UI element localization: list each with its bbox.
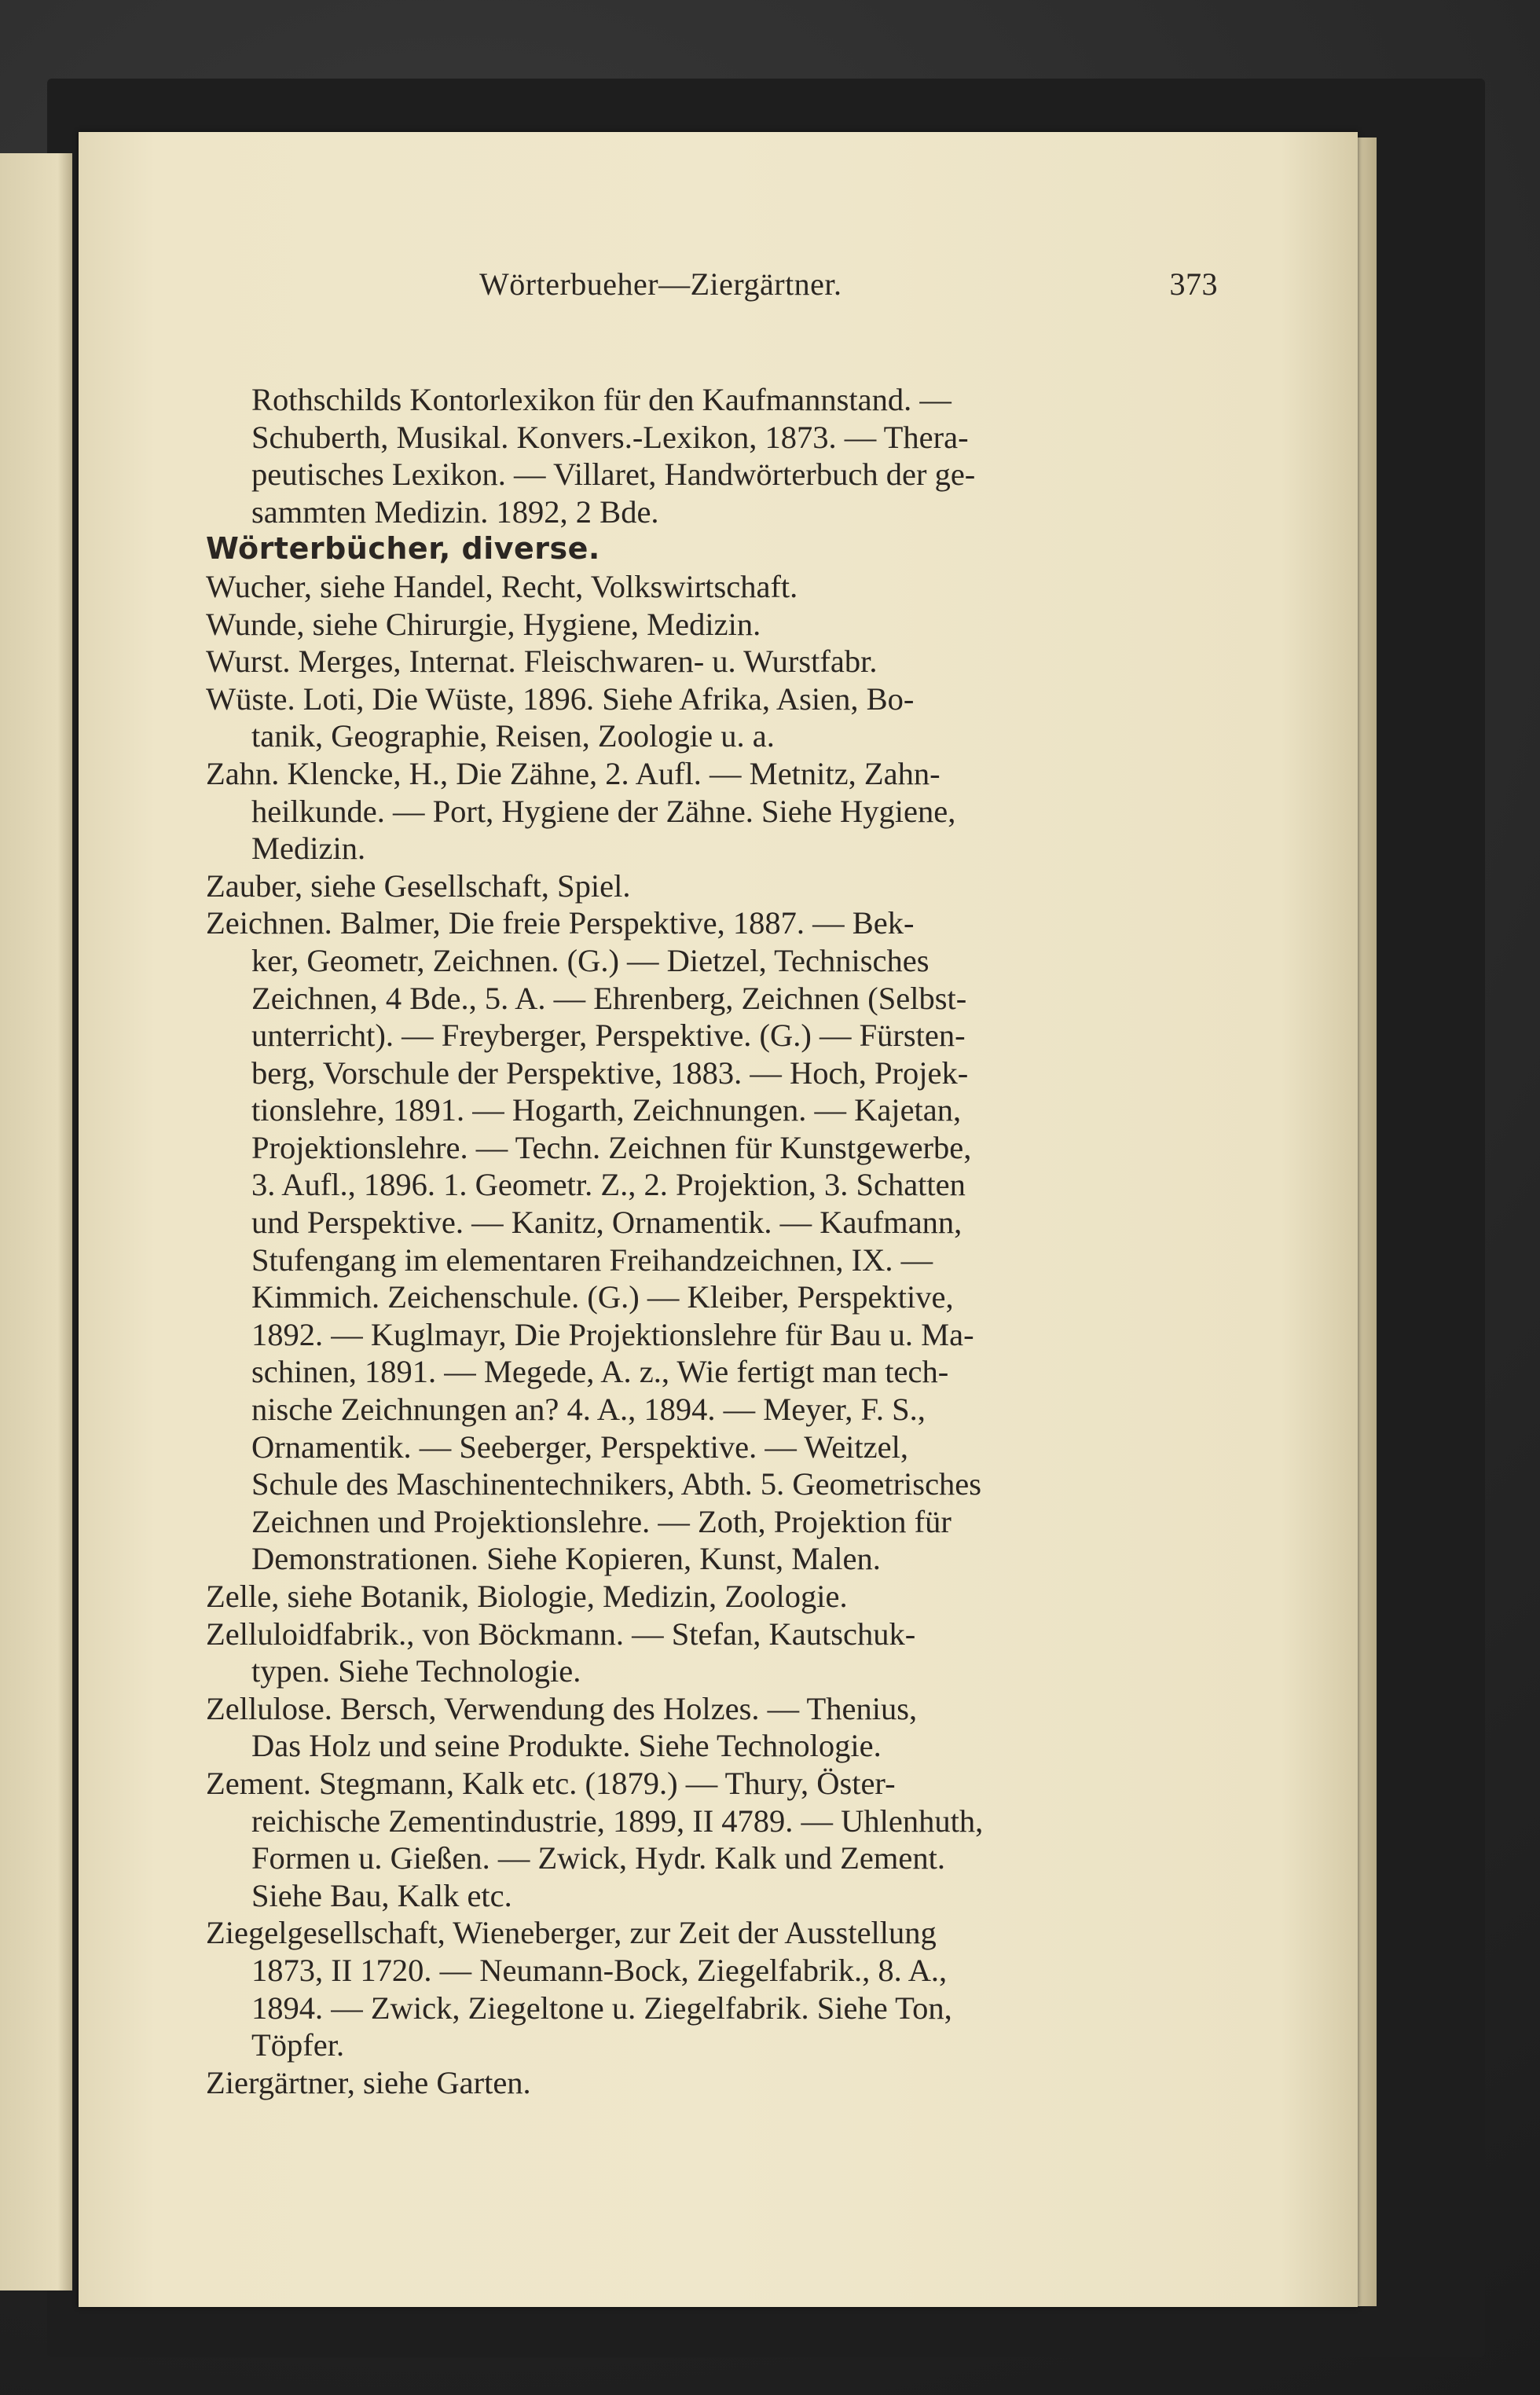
index-entry-line: Ziergärtner, siehe Garten. (206, 2064, 531, 2100)
text-line: Zeichnen, 4 Bde., 5. A. — Ehrenberg, Zeichnen (Selbst- (251, 980, 967, 1016)
text-line: 1873, II 1720. — Neumann-Bock, Ziegelfabrik., 8. A., (251, 1952, 948, 1988)
index-entry-line: Zelle, siehe Botanik, Biologie, Medizin, Zoologie. (206, 1579, 848, 1614)
index-entry-line: Zeichnen. Balmer, Die freie Perspektive, 1887. — Bek- (206, 905, 915, 941)
index-entry-line: Wucher, siehe Handel, Recht, Volkswirtschaft. (206, 568, 798, 604)
text-line: tanik, Geographie, Reisen, Zoologie u. a. (251, 718, 775, 754)
index-entry-line: Wurst. Merges, Internat. Fleischwaren- u. Wurstfabr. (206, 644, 878, 680)
text-line: peutisches Lexikon. — Villaret, Handwörterbuch der ge- (251, 457, 976, 493)
text-line: tionslehre, 1891. — Hogarth, Zeichnungen. — Kajetan, (251, 1092, 962, 1128)
text-line: schinen, 1891. — Megede, A. z., Wie fertigt man tech- (251, 1354, 949, 1390)
text-line: nische Zeichnungen an? 4. A., 1894. — Meyer, F. S., (251, 1392, 926, 1428)
index-entry-line: Zahn. Klencke, H., Die Zähne, 2. Aufl. — Metnitz, Zahn- (206, 755, 940, 791)
page-stack-edge (1358, 138, 1377, 2306)
text-line: Töpfer. (251, 2027, 345, 2063)
text-line: reichische Zementindustrie, 1899, II 4789. — Uhlenhuth, (251, 1803, 984, 1839)
index-entry-line: Wunde, siehe Chirurgie, Hygiene, Medizin. (206, 606, 761, 642)
text-line: Schuberth, Musikal. Konvers.-Lexikon, 1873. — Thera- (251, 419, 969, 455)
text-line: heilkunde. — Port, Hygiene der Zähne. Siehe Hygiene, (251, 793, 956, 829)
text-line: Das Holz und seine Produkte. Siehe Technologie. (251, 1728, 882, 1764)
index-text (206, 381, 1227, 2101)
index-entry-line: Zelluloidfabrik., von Böckmann. — Stefan, Kautschuk- (206, 1616, 916, 1652)
text-line: Projektionslehre. — Techn. Zeichnen für Kunstgewerbe, (251, 1129, 972, 1165)
text-line: Medizin. (251, 831, 366, 867)
text-line: 3. Aufl., 1896. 1. Geometr. Z., 2. Projektion, 3. Schatten (251, 1167, 966, 1203)
text-line: und Perspektive. — Kanitz, Ornamentik. — Kaufmann, (251, 1205, 962, 1241)
index-entry-line: Zauber, siehe Gesellschaft, Spiel. (206, 867, 631, 904)
text-line: unterricht). — Freyberger, Perspektive. (G.) — Fürsten- (251, 1018, 966, 1054)
text-line: Formen u. Gießen. — Zwick, Hydr. Kalk und Zement. (251, 1840, 945, 1876)
index-entry-heading: Wörterbücher, diverse. (206, 531, 600, 567)
index-entry-line: Ziegelgesellschaft, Wieneberger, zur Zeit der Ausstellung (206, 1915, 937, 1951)
index-entry-line: Zellulose. Bersch, Verwendung des Holzes. — Thenius, (206, 1690, 918, 1726)
previous-page-edge (0, 153, 72, 2290)
text-line: 1892. — Kuglmayr, Die Projektionslehre für Bau u. Ma- (251, 1316, 974, 1352)
text-line: Rothschilds Kontorlexikon für den Kaufmannstand. — (251, 382, 952, 417)
running-head (479, 266, 1249, 313)
text-line: ker, Geometr, Zeichnen. (G.) — Dietzel, Technisches (251, 942, 930, 978)
text-line: Demonstrationen. Siehe Kopieren, Kunst, Malen. (251, 1541, 881, 1577)
text-line: Zeichnen und Projektionslehre. — Zoth, Projektion für (251, 1503, 952, 1539)
index-entry-line: Wüste. Loti, Die Wüste, 1896. Siehe Afrika, Asien, Bo- (206, 680, 915, 717)
text-line: Kimmich. Zeichenschule. (G.) — Kleiber, Perspektive, (251, 1279, 954, 1315)
text-line: Ornamentik. — Seeberger, Perspektive. — Weitzel, (251, 1429, 909, 1465)
text-line: 1894. — Zwick, Ziegeltone u. Ziegelfabrik. Siehe Ton, (251, 1990, 952, 2026)
text-line: berg, Vorschule der Perspektive, 1883. — Hoch, Projek- (251, 1054, 969, 1091)
text-line: typen. Siehe Technologie. (251, 1653, 581, 1689)
index-entry-line: Zement. Stegmann, Kalk etc. (1879.) — Thury, Öster- (206, 1765, 896, 1801)
text-line: Schule des Maschinentechnikers, Abth. 5. Geometrisches (251, 1466, 982, 1502)
page-number: 373 (1169, 266, 1218, 302)
running-head-title: Wörterbueher—Ziergärtner. (479, 266, 842, 302)
text-line: Siehe Bau, Kalk etc. (251, 1877, 512, 1913)
text-line: sammten Medizin. 1892, 2 Bde. (251, 493, 659, 530)
text-line: Stufengang im elementaren Freihandzeichnen, IX. — (251, 1242, 933, 1278)
